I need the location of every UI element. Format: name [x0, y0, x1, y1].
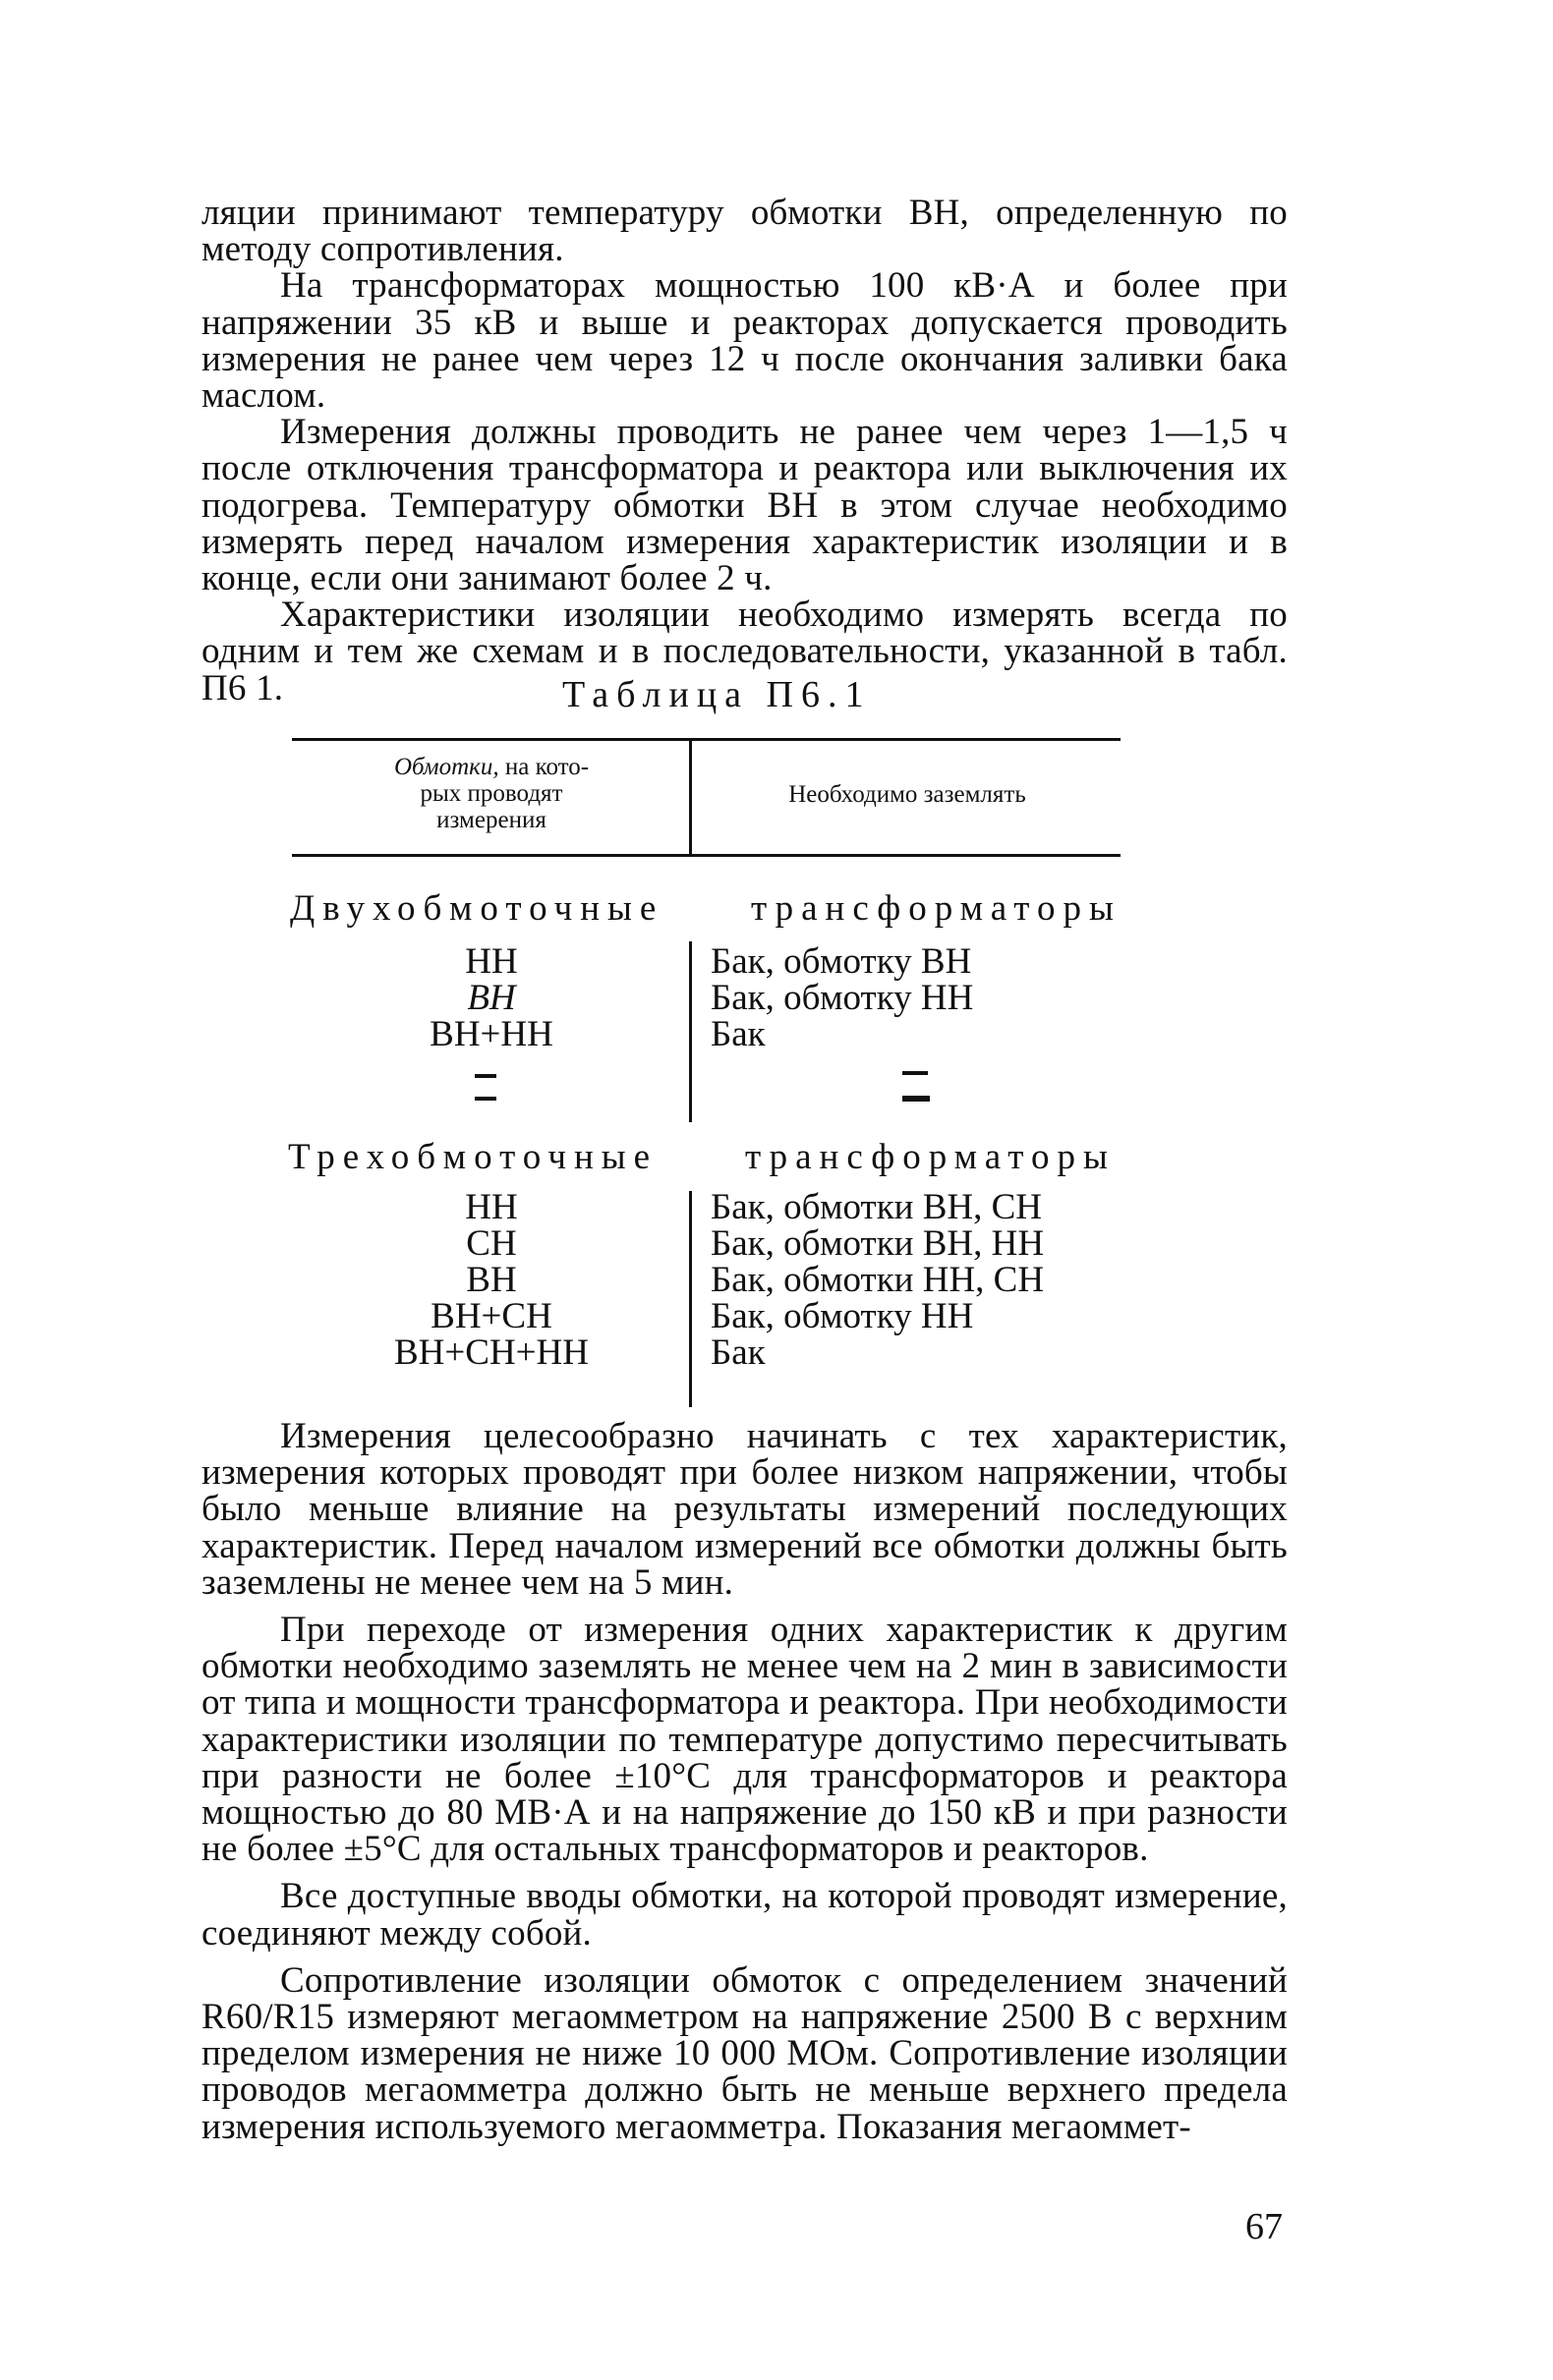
table-cell: Бак, обмотки НН, СН	[711, 1260, 1045, 1300]
paragraph: Измерения должны проводить не ранее чем через 1—1,5 ч после отключения трансформатора и реактора или выключения их подогрева. Температуру обмотки ВН в этом случае необходимо измерять перед началом измерения характеристик изоляции и в конце, если они занимают более 2 ч.	[201, 412, 1288, 599]
top-text-block	[201, 195, 1288, 707]
paragraph: Измерения целесообразно начинать с тех характеристик, измерения которых проводят при более низком напряжении, чтобы было меньше влияние на результаты измерений последующих характеристик. Перед началом измерений все обмотки должны быть заземлены не менее чем на 5 мин.	[201, 1416, 1288, 1603]
table-cell: ВН+СН+НН	[394, 1332, 589, 1373]
section-title-left: Трехобмоточные	[288, 1137, 659, 1177]
table-header-left	[324, 754, 659, 833]
table-cell: ВН+НН	[430, 1014, 553, 1054]
table-cell: НН	[465, 941, 518, 982]
table-cell: Бак	[711, 1014, 766, 1054]
table-column-divider	[689, 941, 692, 1122]
table-column-divider	[689, 1191, 692, 1407]
paragraph: Сопротивление изоляции обмоток с определением значений R60/R15 измеряют мегаомметром на напряжение 2500 В с верхним пределом измерения не ниже 10 000 МОм. Сопротивление изоляции проводов мегаомметра должно быть не меньше верхнего предела измерения используемого мегаомметра. Показания мегаоммет-	[201, 1959, 1288, 2147]
section-title-right: трансформаторы	[745, 1137, 1116, 1177]
table-caption: Таблица П6.1	[562, 674, 872, 715]
section1-right-column	[711, 943, 973, 1052]
table-cell: НН	[465, 1187, 518, 1227]
section-title-right: трансформаторы	[751, 888, 1122, 929]
paragraph: Характеристики изоляции необходимо измерять всегда по одним и тем же схемам и в последовательности, указанной в табл. П6 1.	[201, 595, 1288, 708]
section2-left-column	[324, 1189, 659, 1371]
table-cell: ВН	[466, 1260, 517, 1300]
table-cell: Бак, обмотки ВН, СН	[711, 1187, 1043, 1227]
table-top-rule	[292, 738, 1121, 741]
table-cell: ВН+СН	[431, 1296, 552, 1336]
section2-right-column	[711, 1189, 1044, 1371]
dash-mark	[902, 1071, 928, 1075]
table-cell: Бак	[711, 1332, 766, 1373]
table-header-right: Необходимо заземлять	[788, 781, 1026, 808]
page-number: 67	[1245, 2206, 1283, 2247]
section1-left-column	[324, 943, 659, 1052]
table-cell: ВН	[467, 978, 516, 1018]
paragraph-continuation: ляции принимают температуру обмотки ВН, определенную по методу сопротивления.	[201, 193, 1288, 270]
bottom-text-block	[201, 1418, 1288, 2145]
table-cell: Бак, обмотку ВН	[711, 941, 972, 982]
table-header-bottom-rule	[292, 854, 1121, 857]
dash-mark	[475, 1097, 496, 1101]
paragraph: При переходе от измерения одних характеристик к другим обмотки необходимо заземлять не менее чем на 2 мин в зависимости от типа и мощности трансформатора и реактора. При необходимости характеристики изоляции по температуре допустимо пересчитывать при разности не более ±10°С для трансформаторов и реактора мощностью до 80 МВ·А и на напряжение до 150 кВ и при разности не более ±5°С для остальных трансформаторов и реакторов.	[201, 1610, 1288, 1870]
table-cell: Бак, обмотку НН	[711, 1296, 974, 1336]
table-cell: Бак, обмотку НН	[711, 978, 974, 1018]
dash-mark	[475, 1074, 496, 1078]
header-left-part-1: на кото-	[498, 754, 590, 780]
header-left-part-3: измерения	[436, 807, 546, 833]
paragraph: На трансформаторах мощностью 100 кВ·А и более при напряжении 35 кВ и выше и реакторах допускается проводить измерения не ранее чем через 12 ч после окончания заливки бака маслом.	[201, 265, 1288, 417]
paragraph: Все доступные вводы обмотки, на которой проводят измерение, соединяют между собой.	[201, 1876, 1288, 1954]
dash-mark	[902, 1096, 930, 1102]
table-cell: Бак, обмотки ВН, НН	[711, 1223, 1045, 1264]
table-header-divider	[689, 740, 692, 854]
header-left-part-2: рых проводят	[420, 780, 563, 807]
table-cell: СН	[466, 1223, 517, 1264]
section-title-left: Двухобмоточные	[290, 888, 664, 929]
header-left-italic: Обмотки,	[393, 754, 499, 780]
